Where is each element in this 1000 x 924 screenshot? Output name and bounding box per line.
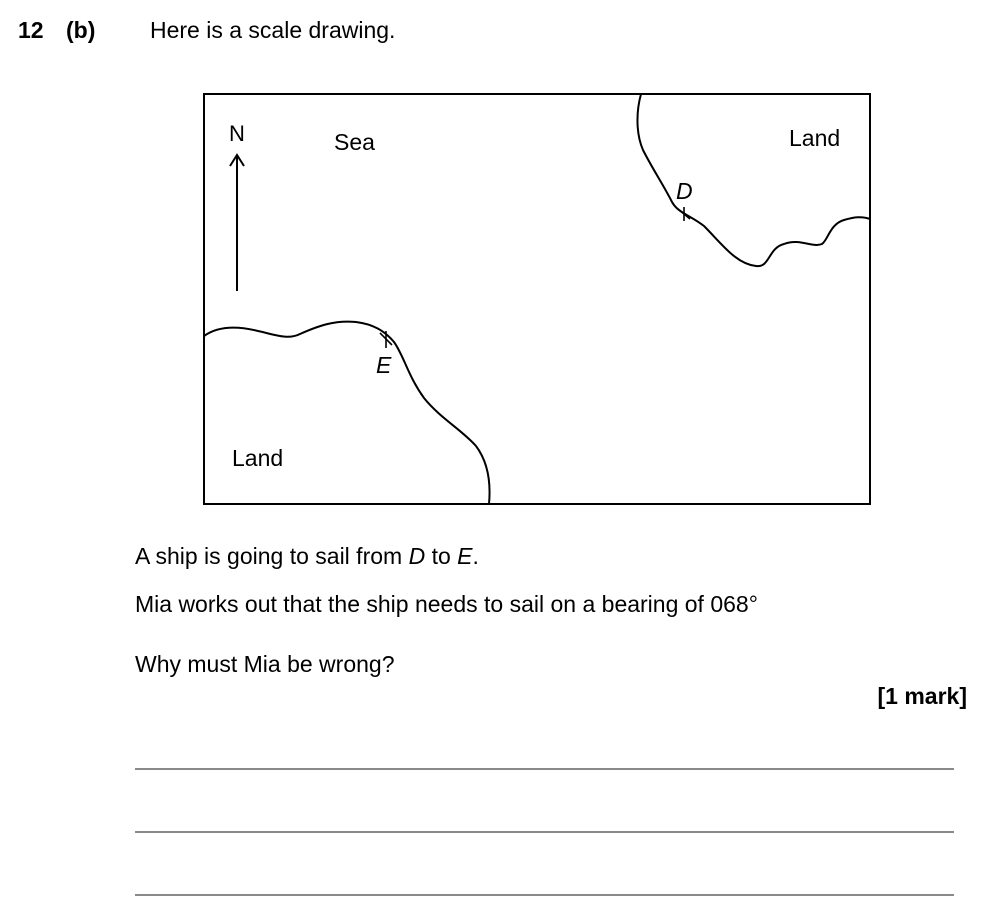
answer-line-1[interactable] xyxy=(135,768,954,770)
sea-label: Sea xyxy=(334,129,375,155)
question-intro: Here is a scale drawing. xyxy=(150,17,396,43)
question-number: 12 xyxy=(18,17,44,43)
point-e-label: E xyxy=(376,352,392,378)
north-arrow-icon xyxy=(230,155,244,291)
answer-line-3[interactable] xyxy=(135,894,954,896)
coastline-top-right xyxy=(637,94,870,266)
body-line-2: Mia works out that the ship needs to sail on a bearing of 068° xyxy=(135,591,758,617)
body-line-1-end: . xyxy=(472,543,479,569)
drawing-frame xyxy=(204,94,870,504)
body-line-1-start: A ship is going to sail from xyxy=(135,543,409,569)
land-label-bottom-left: Land xyxy=(232,445,284,471)
body-line-3: Why must Mia be wrong? xyxy=(135,651,395,677)
point-e-marker xyxy=(380,331,392,348)
body-line-1-mid: to xyxy=(425,543,458,569)
point-d-marker xyxy=(678,207,690,221)
point-d-label: D xyxy=(676,178,693,204)
answer-line-2[interactable] xyxy=(135,831,954,833)
coastline-bottom-left xyxy=(204,322,490,504)
body-line-1 xyxy=(135,542,479,570)
question-part: (b) xyxy=(66,17,96,43)
land-label-top-right: Land xyxy=(789,125,841,151)
body-line-1-e: E xyxy=(457,543,473,569)
north-label: N xyxy=(229,121,245,146)
body-line-1-d: D xyxy=(408,543,426,569)
mark-allocation: [1 mark] xyxy=(877,683,967,709)
